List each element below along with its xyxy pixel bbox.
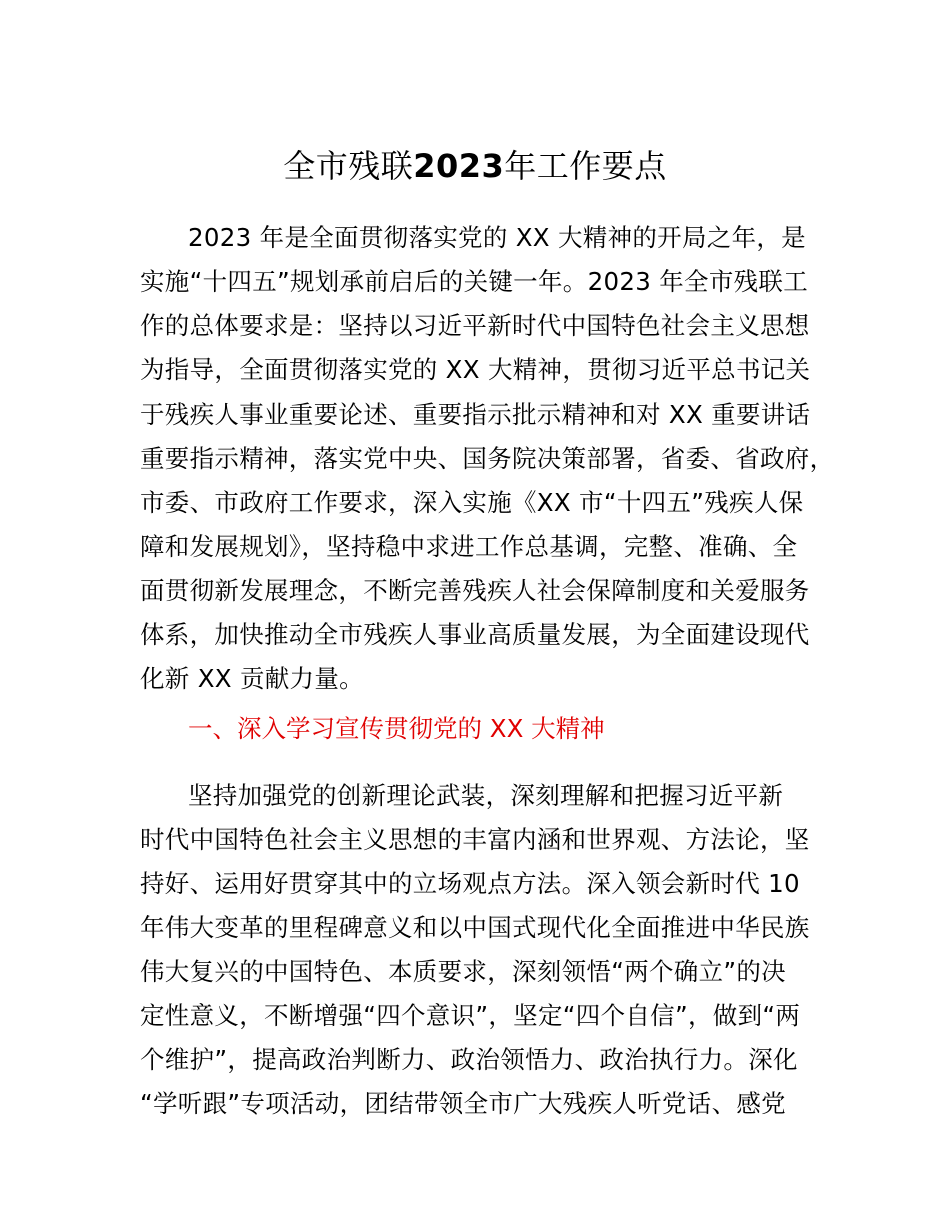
section-heading: 一、深入学习宣传贯彻党的 XX 大精神 — [188, 714, 605, 743]
intro-line: 为指导，全面贯彻落实党的 XX 大精神，贯彻习近平总书记关 — [140, 355, 811, 384]
intro-line: 2023 年是全面贯彻落实党的 XX 大精神的开局之年，是 — [188, 223, 806, 252]
title-year: 2023 — [413, 147, 505, 185]
intro-line: 实施“十四五”规划承前启后的关键一年。2023 年全市残联工 — [140, 267, 809, 296]
body-line: 伟大复兴的中国特色、本质要求，深刻领悟“两个确立”的决 — [140, 957, 786, 986]
intro-line: 化新 XX 贡献力量。 — [140, 664, 364, 693]
title-part2: 年工作要点 — [504, 147, 667, 185]
body-line: “学听跟”专项活动，团结带领全市广大残疾人听党话、感党 — [140, 1089, 786, 1118]
intro-line: 市委、市政府工作要求，深入实施《XX 市“十四五”残疾人保 — [140, 488, 804, 517]
body-line: 定性意义，不断增强“四个意识”，坚定“四个自信”，做到“两 — [140, 1001, 801, 1030]
intro-line: 重要指示精神，落实党中央、国务院决策部署，省委、省政府， — [140, 444, 835, 473]
document-title — [0, 142, 950, 190]
intro-line: 于残疾人事业重要论述、重要指示批示精神和对 XX 重要讲话 — [140, 400, 811, 429]
body-line: 持好、运用好贯穿其中的立场观点方法。深入领会新时代 10 — [140, 869, 800, 898]
body-line: 个维护”，提高政治判断力、政治领悟力、政治执行力。深化 — [140, 1045, 798, 1074]
intro-line: 作的总体要求是：坚持以习近平新时代中国特色社会主义思想 — [140, 311, 810, 340]
intro-line: 面贯彻新发展理念，不断完善残疾人社会保障制度和关爱服务 — [140, 576, 810, 605]
intro-line: 体系，加快推动全市残疾人事业高质量发展，为全面建设现代 — [140, 620, 810, 649]
body-line: 坚持加强党的创新理论武装，深刻理解和把握习近平新 — [188, 781, 784, 810]
intro-line: 障和发展规划》，坚持稳中求进工作总基调，完整、准确、全 — [140, 532, 798, 561]
title-part1: 全市残联 — [283, 147, 414, 185]
body-line: 年伟大变革的里程碑意义和以中国式现代化全面推进中华民族 — [140, 913, 810, 942]
body-line: 时代中国特色社会主义思想的丰富内涵和世界观、方法论，坚 — [140, 825, 810, 854]
